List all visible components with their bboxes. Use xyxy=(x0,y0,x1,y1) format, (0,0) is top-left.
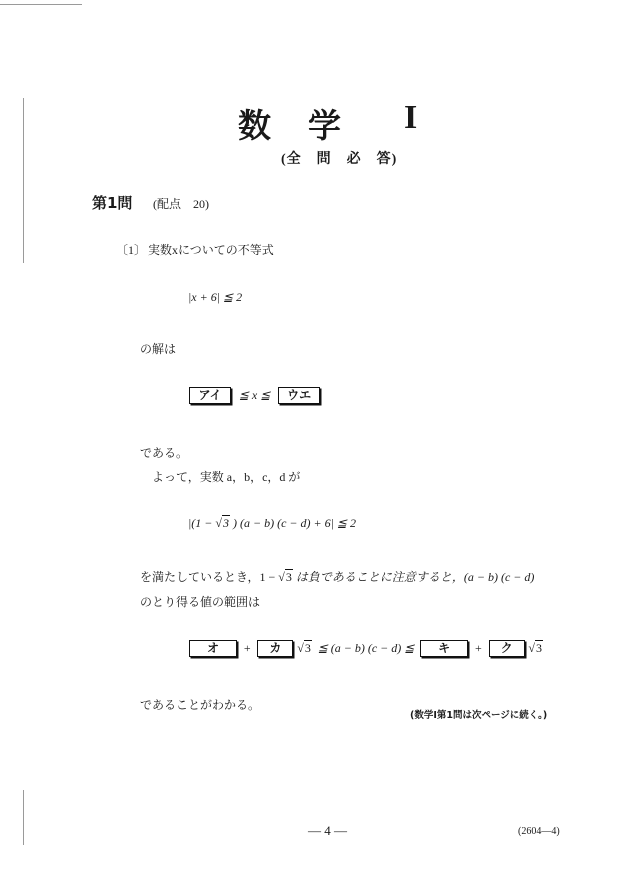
page-subtitle: (全 問 必 答) xyxy=(281,152,398,167)
problem-label: 第1問 xyxy=(92,194,133,212)
answer-row-1 xyxy=(189,387,320,404)
inequality-2 xyxy=(188,516,356,531)
ineq2-right: ) (a − b) (c − d) + 6| ≦ 2 xyxy=(233,516,356,530)
scan-margin-line-bottom xyxy=(23,790,24,845)
answer-box-o[interactable]: オ xyxy=(189,640,237,657)
page-title xyxy=(238,100,343,147)
problem-points: (配点 20) xyxy=(153,197,209,211)
title-main: 数 学 xyxy=(238,109,343,145)
ineq2-sqrt: √3 xyxy=(215,516,229,530)
answer-box-ku[interactable]: ク xyxy=(489,640,525,657)
page-number: — 4 — xyxy=(308,823,347,838)
plus-sign-1: + xyxy=(243,641,251,655)
answer-box-ai[interactable]: アイ xyxy=(189,387,231,404)
answer-box-ue[interactable]: ウエ xyxy=(278,387,320,404)
scan-margin-line-top xyxy=(23,98,24,263)
cond-a: を満たしているとき，1 − xyxy=(140,570,276,584)
conclusion-text: であることがわかる。 xyxy=(140,698,261,712)
cond-b: は負であることに注意すると，(a − b) (c − d) xyxy=(295,570,535,584)
answer-box-ki[interactable]: キ xyxy=(420,640,468,657)
plus-sign-2: + xyxy=(474,641,482,655)
solution-intro: の解は xyxy=(140,342,177,356)
ineq2-left: |(1 − xyxy=(188,516,213,530)
cond-sqrt: √3 xyxy=(278,570,292,584)
range-intro: のとり得る値の範囲は xyxy=(140,595,261,609)
sqrt-3-second-radicand: 3 xyxy=(536,641,542,655)
dearu-text: である。 xyxy=(140,446,189,460)
scan-top-line xyxy=(0,4,82,5)
le-x-le: ≦ x ≦ xyxy=(238,388,271,402)
continued-note: (数学I第1問は次ページに続く。) xyxy=(410,710,548,721)
middle-inequality: ≦ (a − b) (c − d) ≦ xyxy=(317,641,415,655)
part-number: 〔1〕 xyxy=(116,243,147,257)
answer-box-ka[interactable]: カ xyxy=(257,640,293,657)
document-code: (2604—4) xyxy=(518,826,560,837)
title-roman: I xyxy=(404,99,418,136)
ineq2-radicand: 3 xyxy=(223,516,229,530)
sqrt-3-first: √3 xyxy=(297,641,311,655)
then-text: よって，実数 a，b，c，d が xyxy=(152,470,301,484)
sqrt-3-first-radicand: 3 xyxy=(304,641,311,655)
inequality-1: |x + 6| ≦ 2 xyxy=(188,290,243,304)
condition-text xyxy=(140,568,534,585)
cond-radicand: 3 xyxy=(285,570,292,584)
sqrt-3-second: √3 xyxy=(528,641,542,655)
answer-row-2 xyxy=(189,640,543,657)
part-intro: 実数xについての不等式 xyxy=(148,243,274,257)
